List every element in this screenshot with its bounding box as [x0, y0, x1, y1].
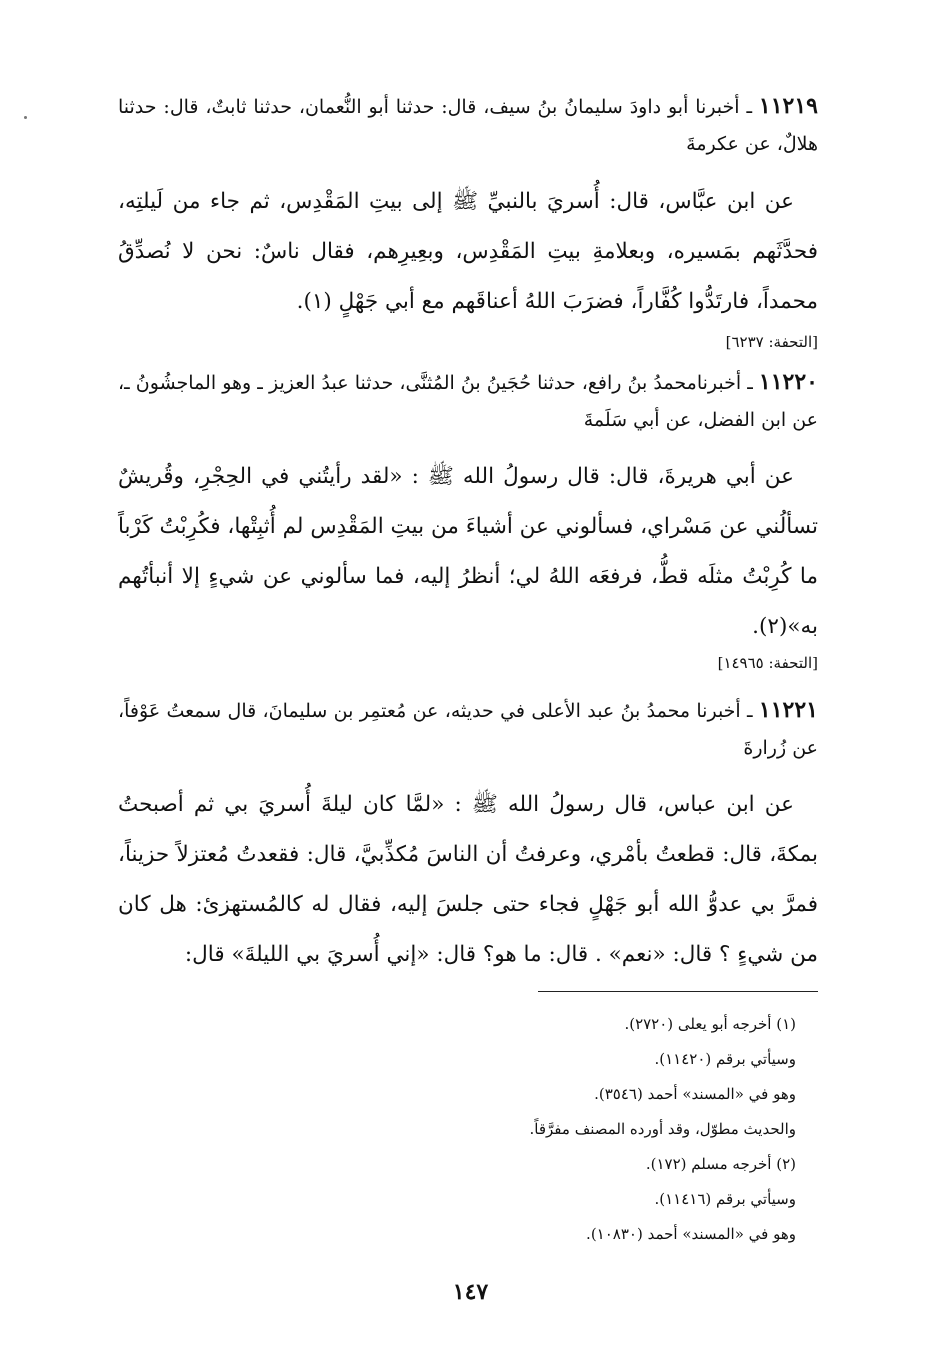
footnote-line: وسيأتي برقم (١١٤١٦).: [654, 1190, 796, 1208]
hadith-11219-tuhfa: [التحفة: ٦٢٣٧]: [725, 333, 818, 351]
hadith-number: ١١٢١٩: [758, 93, 818, 119]
hadith-number: ١١٢٢٠: [758, 369, 818, 395]
footnote-divider: [538, 991, 818, 992]
footnote-line: وهو في «المسند» أحمد (٣٥٤٦).: [594, 1085, 796, 1103]
hadith-11220-tuhfa: [التحفة: ١٤٩٦٥]: [717, 654, 818, 672]
footnote-line: (١) أخرجه أبو يعلى (٢٧٢٠).: [624, 1015, 796, 1033]
footnote-line: والحديث مطوّل، وقد أورده المصنف مفرَّقاً.: [529, 1120, 796, 1138]
hadith-11220-isnad: [118, 364, 818, 439]
footnote-line: وسيأتي برقم (١١٤٢٠).: [654, 1050, 796, 1068]
hadith-11220-matn: عن أبي هريرةَ، قال: قال رسولُ الله ﷺ : «لقد رأيتُني في الحِجْرِ، وقُريشٌ تسألُني عن مَسْراي، فسألوني عن أشياءَ من بيتِ المَقْدِس لم أُثبِتْها، فكُرِبْتُ كَرْباً ما كُرِبْتُ مثلَه قطُّ، فرفعَه اللهُ لي؛ أنظرُ إليه، فما سألوني عن شيءٍ إلا أنبأتُهم به»(٢).: [118, 464, 818, 639]
page-number: ١٤٧: [452, 1279, 489, 1305]
footnote-line: (٢) أخرجه مسلم (١٧٢).: [645, 1155, 796, 1173]
hadith-11221-isnad: [118, 692, 818, 767]
footnote-line: وهو في «المسند» أحمد (١٠٨٣٠).: [586, 1225, 796, 1243]
hadith-11219-matn: عن ابن عبَّاس، قال: أُسريَ بالنبيِّ ﷺ إلى بيتِ المَقْدِس، ثم جاء من لَيلتِه، فحدَّثَهم بمَسيره، وبعلامةِ بيتِ المَقْدِس، وبعِيرِهم، فقال ناسٌ: نحن لا نُصدِّقُ محمداً، فارتَدُّوا كُفَّاراً، فضرَبَ اللهُ أعناقَهم مع أبي جَهْلٍ (١).: [118, 189, 818, 314]
hadith-11219-isnad: [118, 88, 818, 163]
isnad-text: ـ أخبرنا محمدُ بنُ عبد الأعلى في حديثه، عن مُعتمِر بن سليمانَ، قال سمعتُ عَوْفاً، عن زُرارةَ: [118, 700, 818, 759]
margin-speck: [24, 116, 27, 119]
hadith-11221-matn: عن ابن عباس، قال رسولُ الله ﷺ : «لمَّا كان ليلةَ أُسريَ بي ثم أصبحتُ بمكةَ، قال: قطعتُ بأمْري، وعرفتُ أن الناسَ مُكذِّبيَّ، قال: فقعدتُ مُعتزلاً حزيناً، فمرَّ بي عدوُّ الله أبو جَهْلٍ فجاء حتى جلسَ إليه، فقال له كالمُستهزئ: هل كان من شيءٍ ؟ قال: «نعم» . قال: ما هو؟ قال: «إني أُسريَ بي الليلةَ» قال:: [118, 792, 818, 967]
hadith-number: ١١٢٢١: [758, 697, 818, 723]
footnotes: [200, 1007, 796, 1252]
isnad-text: ـ أخبرنا أبو داودَ سليمانُ بنُ سيف، قال: حدثنا أبو النُّعمان، حدثنا ثابتٌ، قال: حدثنا هلالٌ، عن عكرمةَ: [118, 96, 818, 155]
isnad-text: ـ أخبرنامحمدُ بنُ رافع، حدثنا حُجَينُ بنُ المُثنَّى، حدثنا عبدُ العزيز ـ وهو الماجشُونُ ـ، عن ابن الفضل، عن أبي سَلَمةَ: [118, 372, 818, 431]
